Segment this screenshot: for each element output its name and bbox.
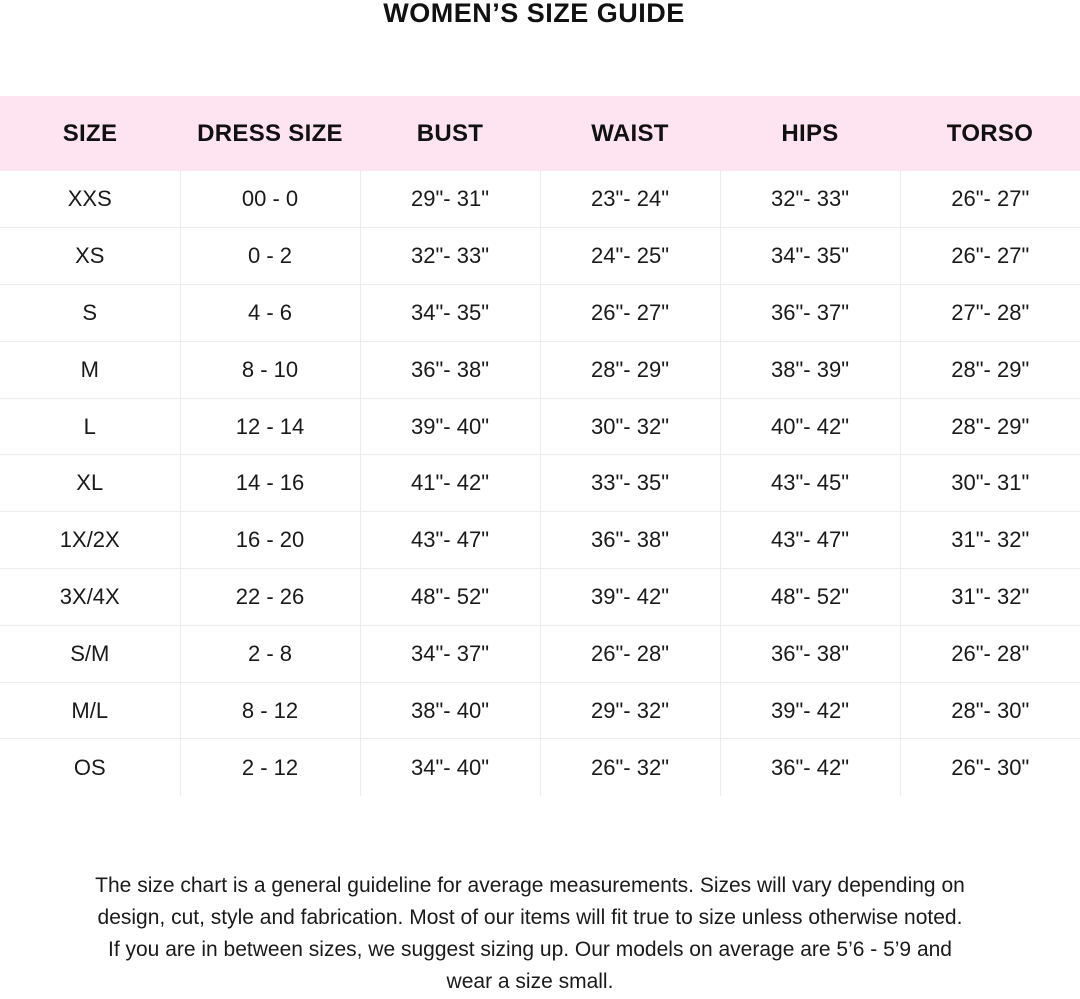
cell-size: 3X/4X [0, 569, 180, 626]
cell-torso: 28"- 29" [900, 398, 1080, 455]
cell-hips: 38"- 39" [720, 341, 900, 398]
cell-size: XS [0, 228, 180, 285]
table-row [0, 739, 1080, 796]
cell-size: OS [0, 739, 180, 796]
table-body [0, 171, 1080, 796]
cell-bust: 43"- 47" [360, 512, 540, 569]
cell-hips: 36"- 42" [720, 739, 900, 796]
cell-dress-size: 4 - 6 [180, 285, 360, 342]
cell-size: M/L [0, 682, 180, 739]
cell-torso: 26"- 30" [951, 754, 1030, 780]
table-row [0, 625, 1080, 682]
cell-waist: 39"- 42" [540, 569, 720, 626]
cell-dress-size: 2 - 12 [180, 739, 360, 796]
cell-torso: 31"- 32" [900, 512, 1080, 569]
table-row [0, 228, 1080, 285]
column-header-bust: BUST [416, 119, 484, 147]
cell-torso: 27"- 28" [900, 285, 1080, 342]
cell-hips: 40"- 42" [720, 398, 900, 455]
cell-hips: 48"- 52" [720, 569, 900, 626]
column-header-waist: WAIST [591, 119, 669, 147]
cell-size: M [0, 341, 180, 398]
cell-size: S/M [0, 625, 180, 682]
cell-waist: 26"- 28" [540, 625, 720, 682]
table-header-row [0, 96, 1080, 171]
table-row [0, 341, 1080, 398]
cell-dress-size: 0 - 2 [180, 228, 360, 285]
cell-bust: 29"- 31" [360, 171, 540, 228]
page-title: WOMEN’S SIZE GUIDE [383, 0, 685, 28]
cell-size: L [0, 398, 180, 455]
cell-dress-size: 22 - 26 [180, 569, 360, 626]
cell-waist: 24"- 25" [540, 228, 720, 285]
size-table [0, 96, 1080, 796]
cell-hips: 34"- 35" [720, 228, 900, 285]
table-row [0, 512, 1080, 569]
cell-dress-size: 8 - 12 [180, 682, 360, 739]
cell-waist: 30"- 32" [540, 398, 720, 455]
column-header-torso: TORSO [946, 119, 1034, 147]
cell-waist: 33"- 35" [540, 455, 720, 512]
cell-hips: 32"- 33" [720, 171, 900, 228]
cell-size: S [0, 285, 180, 342]
cell-torso: 26"- 28" [900, 625, 1080, 682]
cell-torso: 26"- 27" [900, 171, 1080, 228]
cell-hips: 43"- 47" [720, 512, 900, 569]
cell-size: XL [0, 455, 180, 512]
table-row [0, 398, 1080, 455]
cell-bust: 36"- 38" [360, 341, 540, 398]
table-row [0, 569, 1080, 626]
column-header-size: SIZE [62, 119, 118, 147]
cell-bust: 48"- 52" [360, 569, 540, 626]
cell-dress-size: 00 - 0 [180, 171, 360, 228]
cell-hips: 43"- 45" [720, 455, 900, 512]
cell-bust: 34"- 40" [360, 739, 540, 796]
cell-bust: 34"- 37" [360, 625, 540, 682]
size-chart-disclaimer: The size chart is a general guideline for average measurements. Sizes will vary depending on design, cut, style and fabrication. Most of our items will fit true to size unless otherwise noted. If you are in between sizes, we suggest sizing up. Our models on average are 5’6 - 5’9 and wear a size small. [95, 874, 965, 993]
cell-waist: 29"- 32" [540, 682, 720, 739]
table-row [0, 682, 1080, 739]
cell-bust: 34"- 35" [360, 285, 540, 342]
cell-dress-size: 14 - 16 [180, 455, 360, 512]
table-row [0, 455, 1080, 512]
cell-waist: 23"- 24" [540, 171, 720, 228]
cell-bust: 41"- 42" [360, 455, 540, 512]
table-row [0, 171, 1080, 228]
cell-waist: 26"- 27" [540, 285, 720, 342]
cell-torso: 28"- 29" [900, 341, 1080, 398]
cell-waist: 26"- 32" [540, 739, 720, 796]
cell-hips: 36"- 38" [720, 625, 900, 682]
cell-hips: 36"- 37" [720, 285, 900, 342]
cell-bust: 38"- 40" [360, 682, 540, 739]
cell-torso: 28"- 30" [900, 682, 1080, 739]
cell-bust: 32"- 33" [360, 228, 540, 285]
cell-size: 1X/2X [0, 512, 180, 569]
cell-dress-size: 2 - 8 [180, 625, 360, 682]
cell-waist: 28"- 29" [540, 341, 720, 398]
cell-dress-size: 12 - 14 [180, 398, 360, 455]
table-row [0, 285, 1080, 342]
cell-torso: 30"- 31" [900, 455, 1080, 512]
cell-torso: 26"- 27" [900, 228, 1080, 285]
cell-waist: 36"- 38" [540, 512, 720, 569]
column-header-dress-size: DRESS SIZE [197, 119, 343, 147]
cell-torso: 31"- 32" [900, 569, 1080, 626]
cell-dress-size: 16 - 20 [180, 512, 360, 569]
cell-bust: 39"- 40" [360, 398, 540, 455]
cell-size: XXS [0, 171, 180, 228]
column-header-hips: HIPS [781, 119, 839, 147]
cell-dress-size: 8 - 10 [180, 341, 360, 398]
cell-hips: 39"- 42" [720, 682, 900, 739]
